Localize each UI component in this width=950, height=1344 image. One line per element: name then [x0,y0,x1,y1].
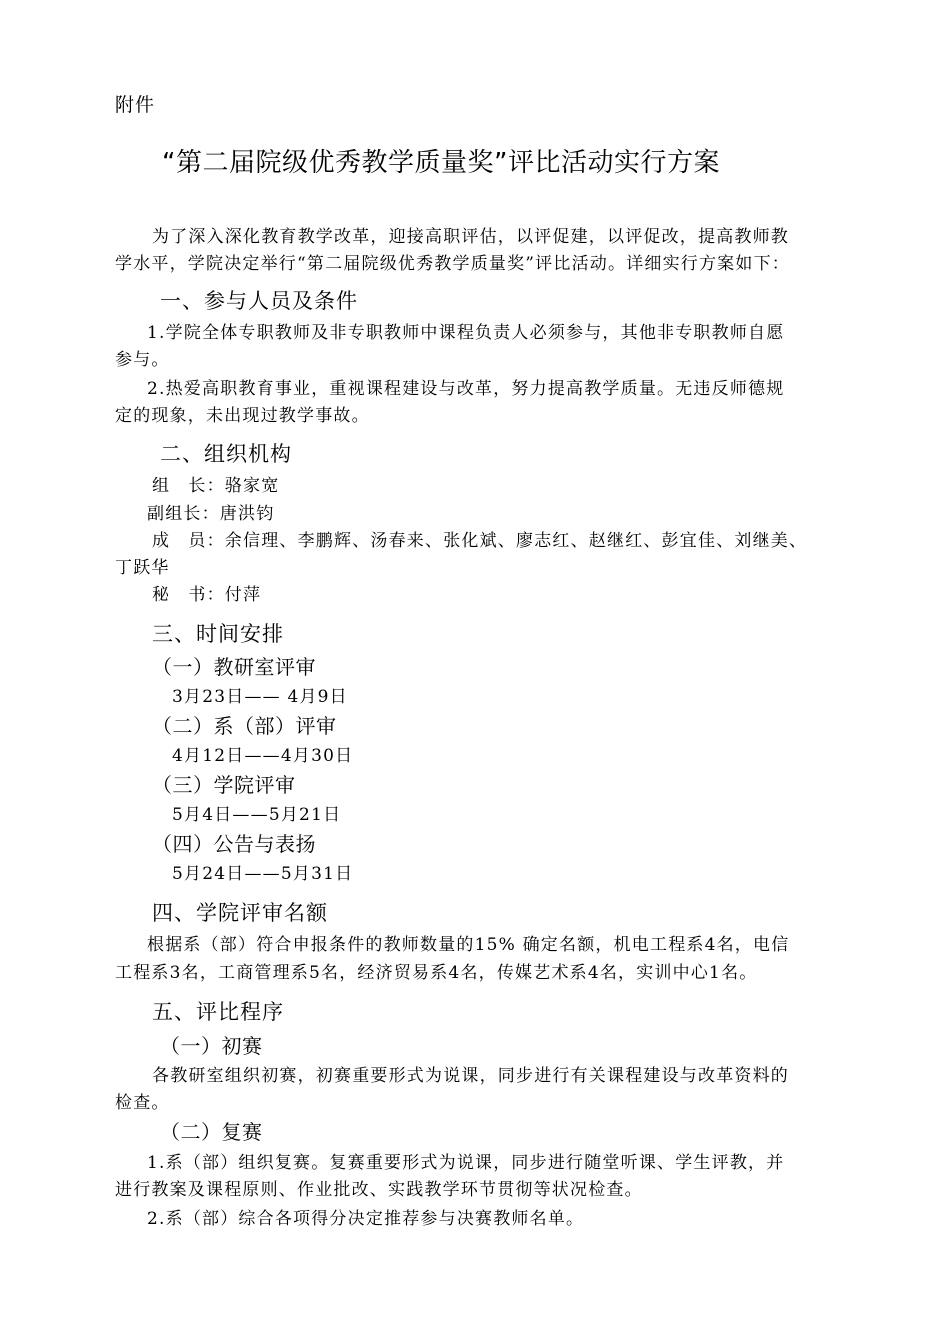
section-3-heading: 三、时间安排 [152,622,284,646]
stage-1-dates: 3月23日—— 4月9日 [172,687,348,707]
s1-item2-line-1: 2.热爱高职教育事业，重视课程建设与改革，努力提高教学质量。无违反师德规 [147,379,785,399]
annex-label: 附件 [115,94,156,116]
org-members-line-2: 丁跃华 [115,558,170,578]
round-1-line-2: 检查。 [115,1093,170,1113]
stage-4-dates: 5月24日——5月31日 [172,864,354,884]
s4-text-line-2: 工程系3名，工商管理系5名，经济贸易系4名，传媒艺术系4名，实训中心1名。 [115,963,758,983]
round-1-heading: （一）初赛 [160,1034,263,1058]
round-2-item2: 2.系（部）综合各项得分决定推荐参与决赛教师名单。 [147,1209,585,1229]
document-title: “第二届院级优秀教学质量奖”评比活动实行方案 [162,148,720,178]
stage-2-heading: （二）系（部）评审 [152,714,337,738]
intro-line-2: 学水平，学院决定举行“第二届院级优秀教学质量奖”评比活动。详细实行方案如下： [115,254,790,274]
round-2-item1-line-1: 1.系（部）组织复赛。复赛重要形式为说课，同步进行随堂听课、学生评教，并 [147,1153,785,1173]
section-5-heading: 五、评比程序 [152,1000,284,1024]
s4-text-line-1: 根据系（部）符合申报条件的教师数量的15% 确定名额，机电工程系4名，电信 [147,935,790,955]
org-deputy: 副组长：唐洪钧 [147,504,275,524]
intro-line-1: 为了深入深化教育教学改革，迎接高职评估，以评促建，以评促改，提高教师教 [152,227,789,247]
s1-item1-line-2: 参与。 [115,350,170,370]
stage-2-dates: 4月12日——4月30日 [172,746,354,766]
stage-3-heading: （三）学院评审 [152,773,296,797]
org-leader: 组 长：骆家宽 [152,476,280,496]
s1-item1-line-1: 1.学院全体专职教师及非专职教师中课程负责人必须参与，其他非专职教师自愿 [147,323,785,343]
stage-1-heading: （一）教研室评审 [152,655,316,679]
stage-3-dates: 5月4日——5月21日 [172,805,342,825]
org-members-line-1: 成 员：余信理、李鹏辉、汤春来、张化斌、廖志红、赵继红、彭宜佳、刘继美、 [152,531,808,551]
round-2-item1-line-2: 进行教案及课程原则、作业批改、实践教学环节贯彻等状况检查。 [115,1180,643,1200]
section-4-heading: 四、学院评审名额 [152,901,328,925]
org-secretary: 秘 书：付萍 [152,585,262,605]
s1-item2-line-2: 定的现象，未出现过教学事故。 [115,406,370,426]
round-2-heading: （二）复赛 [160,1120,263,1144]
section-2-heading: 二、组织机构 [160,442,292,466]
section-1-heading: 一、参与人员及条件 [160,289,358,313]
stage-4-heading: （四）公告与表扬 [152,832,316,856]
round-1-line-1: 各教研室组织初赛，初赛重要形式为说课，同步进行有关课程建设与改革资料的 [152,1066,789,1086]
